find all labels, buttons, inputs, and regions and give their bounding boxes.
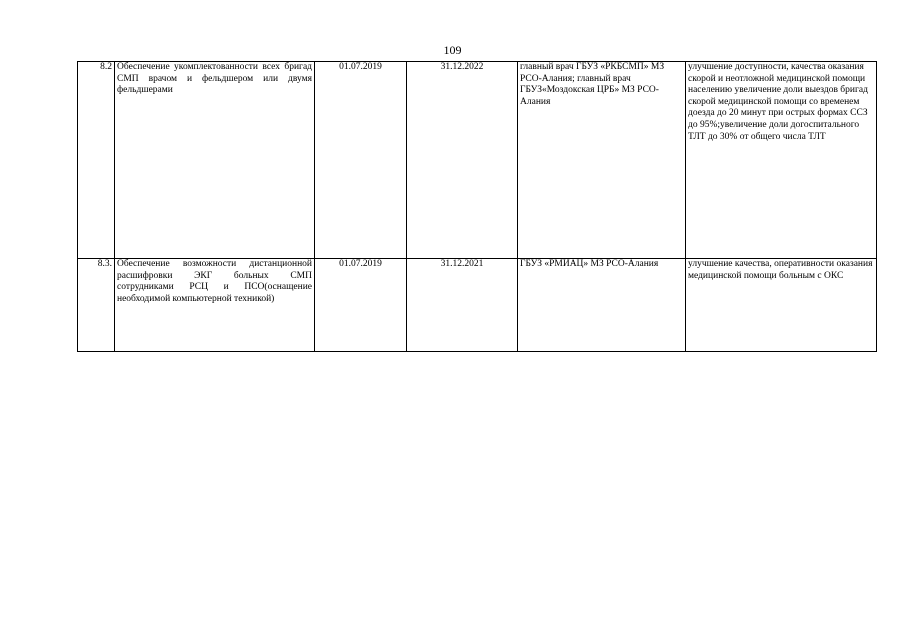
activity-description: Обеспечение возможности дистанционной расшифровки ЭКГ больных СМП сотрудниками РСЦ и ПСО(оснащение необходимой компьютерной техникой) (115, 259, 315, 352)
end-date: 31.12.2022 (407, 62, 518, 259)
expected-result: улучшение качества, оперативности оказания медицинской помощи больным с ОКС (686, 259, 877, 352)
responsible-party: главный врач ГБУЗ «РКБСМП» МЗ РСО-Алания; главный врач ГБУЗ«Моздокская ЦРБ» МЗ РСО- Алания (518, 62, 686, 259)
end-date: 31.12.2021 (407, 259, 518, 352)
start-date: 01.07.2019 (315, 259, 407, 352)
expected-result: улучшение доступности, качества оказания скорой и неотложной медицинской помощи населению увеличение доли выездов бригад скорой медицинской помощи со временем доезда до 20 минут при острых формах ССЗ до 95%;увеличение доли догоспитального ТЛТ до 30% от общего числа ТЛТ (686, 62, 877, 259)
table-row (78, 259, 877, 352)
row-number: 8.3. (78, 259, 115, 352)
start-date: 01.07.2019 (315, 62, 407, 259)
responsible-party: ГБУЗ «РМИАЦ» МЗ РСО-Алания (518, 259, 686, 352)
table-row (78, 62, 877, 259)
activity-description: Обеспечение укомплектованности всех бригад СМП врачом и фельдшером или двумя фельдшерами (115, 62, 315, 259)
page-number: 109 (443, 43, 462, 57)
row-number: 8.2 (78, 62, 115, 259)
activity-table (77, 61, 877, 352)
